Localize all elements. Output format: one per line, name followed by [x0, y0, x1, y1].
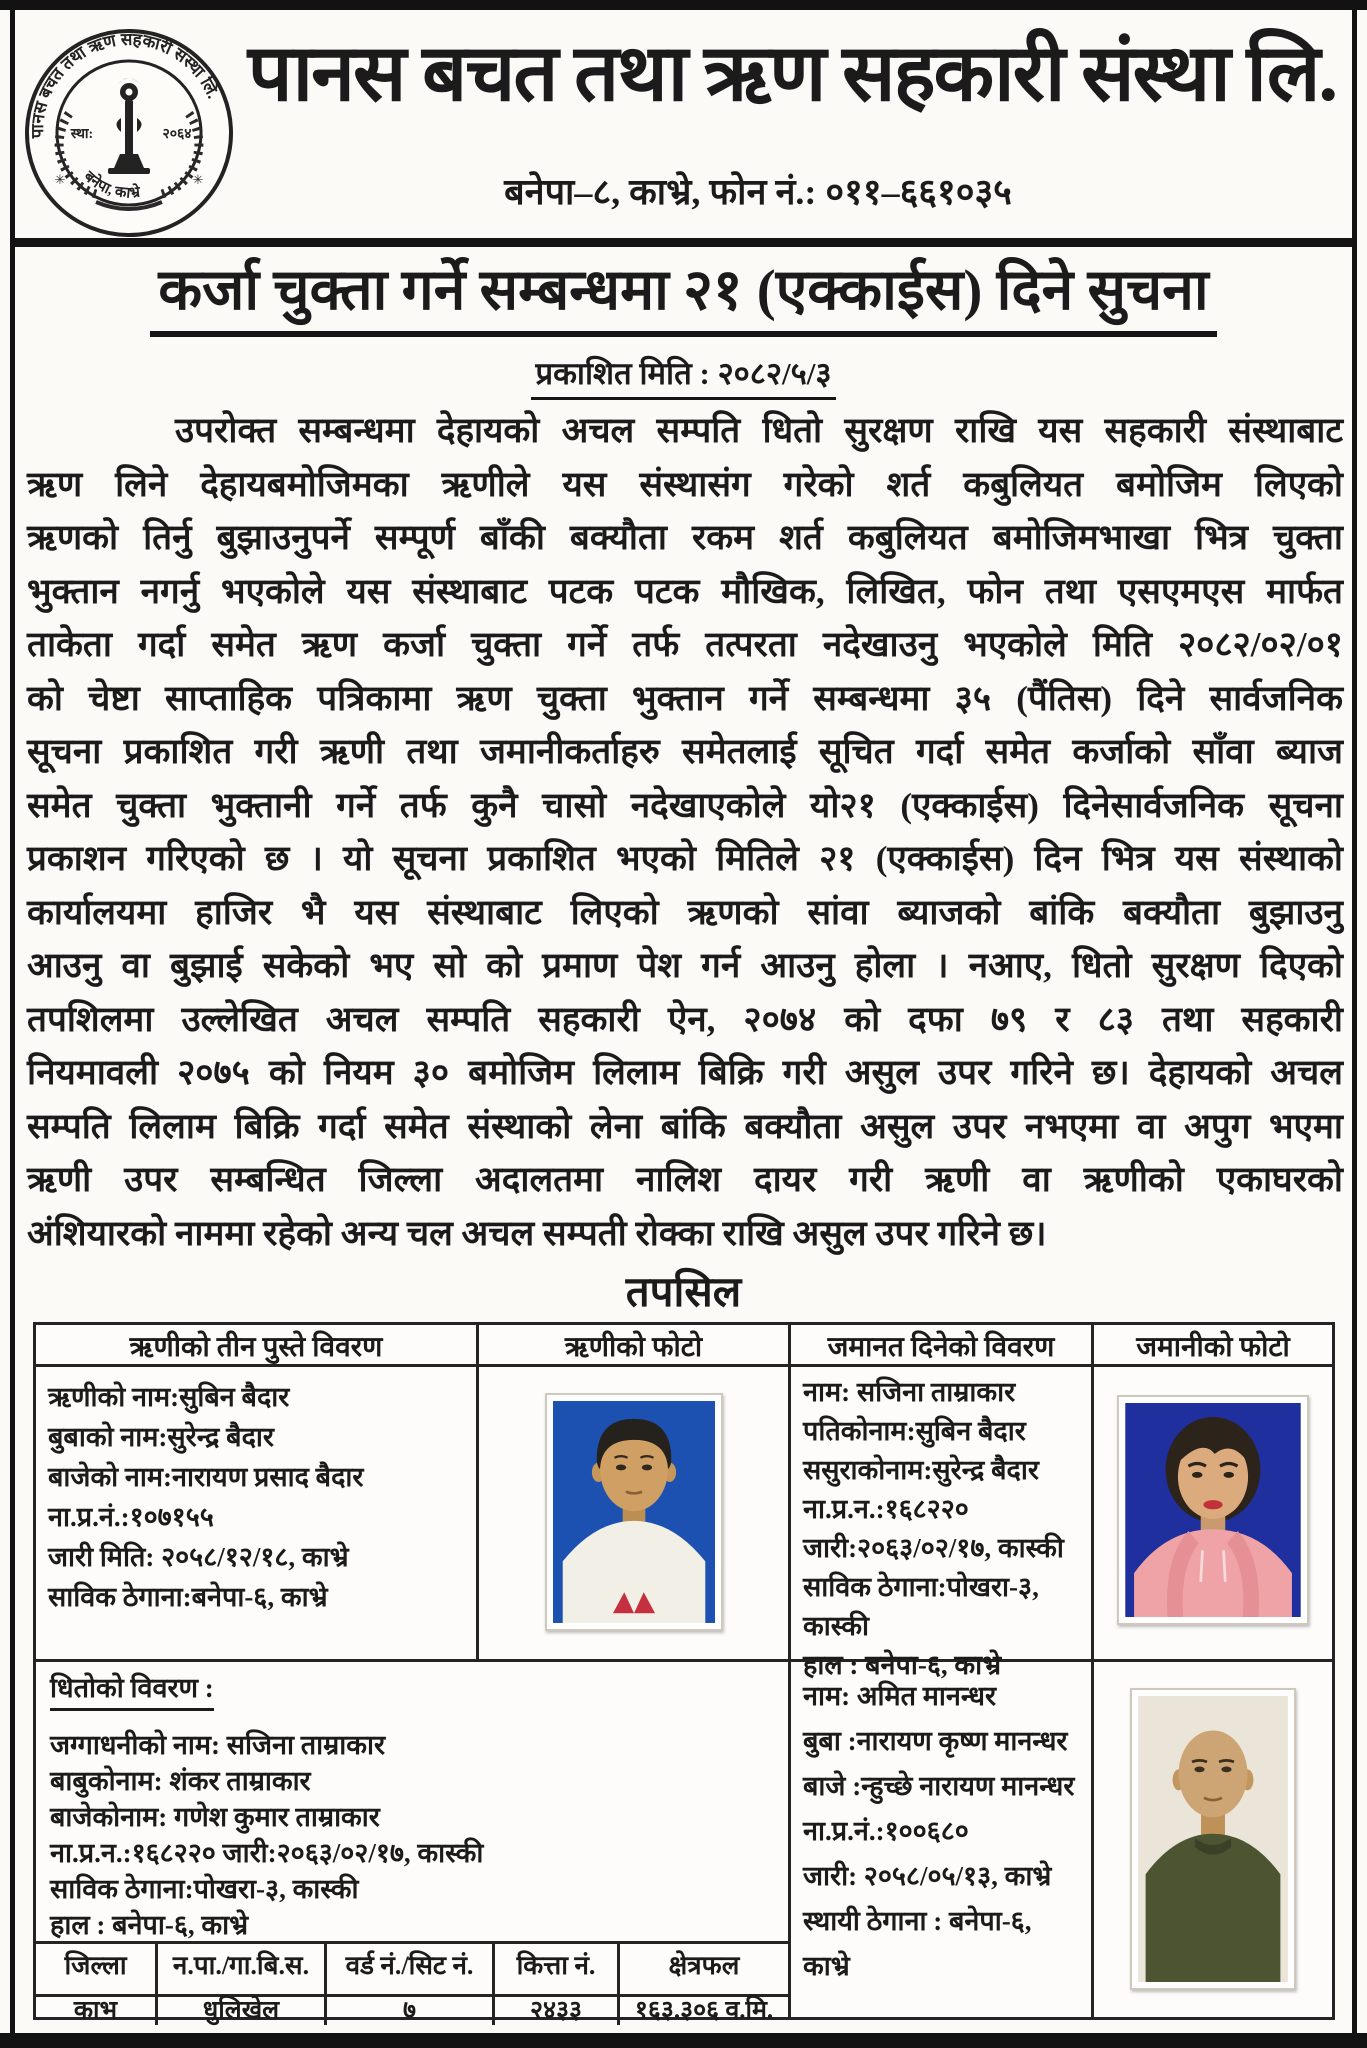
landowner-name: जग्गाधनीको नाम: सजिना ताम्राकार: [50, 1730, 386, 1760]
borrower-issue-date: जारी मिति: २०५८/१२/१८, काभ्रे: [48, 1542, 349, 1572]
column-header-guarantor-details: जमानत दिनेको विवरण: [791, 1325, 1094, 1364]
cooperative-seal-logo: [22, 26, 236, 240]
borrower-father-name: बुबाको नाम:सुरेन्द्र बैदार: [48, 1422, 274, 1452]
seal-estd-label: स्था:: [70, 127, 94, 142]
guarantor1-citizenship-no: ना.प्र.न.:१६८२२०: [803, 1494, 969, 1524]
land-value-ward: ७: [327, 1997, 495, 2025]
notice-title-text: कर्जा चुक्ता गर्ने सम्बन्धमा २१ (एक्काईस) दिने सुचना: [150, 260, 1216, 337]
guarantor2-permanent-address: स्थायी ठेगाना : बनेपा-६, काभ्रे: [803, 1906, 1032, 1981]
organization-address: बनेपा–८, काभ्रे, फोन नं.: ०११–६६१०३५: [504, 172, 1012, 212]
published-date-text: प्रकाशित मिति : २०८२/५/३: [531, 352, 835, 400]
seal-bottom-text: बनेपा, काभ्रे: [80, 168, 141, 202]
guarantor1-details-cell: [791, 1367, 1094, 1680]
seal-estd-year: २०६४: [162, 127, 192, 142]
land-header-ward: वर्ड नं./सिट नं.: [327, 1944, 495, 1994]
bottom-border-bar: [0, 2033, 1367, 2048]
landowner-current-address: हाल : बनेपा-६, काभ्रे: [50, 1910, 249, 1940]
guarantor2-portrait-icon: [1138, 1696, 1288, 1982]
body-line: ऋणको तिर्नु बुझाउनुपर्ने सम्पूर्ण बाँकी बक्यौता रकम शर्त कबुलियत बमोजिमभाखा भित्र चुक्ता: [27, 518, 1343, 557]
guarantor2-issue-date: जारी: २०५८/०५/१३, काभ्रे: [803, 1861, 1052, 1891]
borrower-photo: [545, 1393, 723, 1631]
land-value-district: काभ: [36, 1997, 158, 2025]
guarantor1-husband-name: पतिकोनाम:सुबिन बैदार: [803, 1416, 1026, 1446]
land-table-header-row: [36, 1944, 788, 1997]
guarantor2-details-cell: [791, 1662, 1094, 2017]
land-value-municipality: धुलिखेल: [158, 1997, 327, 2025]
collateral-details-cell: [36, 1662, 788, 1941]
body-line: ऋण लिने देहायबमोजिमका ऋणीले यस संस्थासंग गरेको शर्त कबुलियत बमोजिम लिएको: [27, 464, 1343, 504]
table-row: [36, 1367, 1332, 1680]
guarantor1-former-address: साविक ठेगाना:पोखरा-३, कास्की: [803, 1572, 1039, 1641]
guarantor2-citizenship-no: ना.प्र.नं.:१००६८०: [803, 1816, 969, 1846]
land-header-area: क्षेत्रफल: [668, 1951, 740, 1980]
tapasil-heading-text: तपसिल: [620, 1262, 748, 1326]
borrower-grandfather-name: बाजेको नाम:नारायण प्रसाद बैदार: [48, 1462, 364, 1492]
body-line: नियमावली २०७५ को नियम ३० बमोजिम लिलाम बिक्रि गरी असुल उपर गरिने छ। देहायको अचल: [27, 1053, 1343, 1092]
seal-star-left-icon: ✳: [54, 172, 66, 187]
body-line: तपशिलमा उल्लेखित अचल सम्पति सहकारी ऐन, २०७४ को दफा ७९ र ८३ तथा सहकारी: [27, 999, 1343, 1039]
guarantor2-grandfather-name: बाजे :न्हुच्छे नारायण मानन्धर: [803, 1771, 1075, 1801]
borrower-citizenship-no: ना.प्र.नं.:१०७१५५: [48, 1502, 214, 1532]
guarantor1-current-address: हाल : बनेपा-६, काभ्रे: [803, 1650, 1002, 1680]
land-table-value-row: [36, 1997, 788, 2025]
borrower-name: ऋणीको नाम:सुबिन बैदार: [48, 1382, 290, 1412]
borrower-portrait-icon: [553, 1401, 715, 1623]
guarantor1-portrait-icon: [1125, 1403, 1301, 1617]
body-line: समेत चुक्ता भुक्तानी गर्ने तर्फ कुनै चासो नदेखाएकोले यो२१ (एक्काईस) दिनेसार्वजनिक सूचना: [27, 785, 1343, 825]
seal-icon: [22, 26, 236, 240]
notice-title: [0, 260, 1367, 337]
column-header-guarantor-photo: जमानीको फोटो: [1136, 1332, 1290, 1363]
guarantor2-name: नाम: अमित मानन्धर: [803, 1681, 997, 1711]
body-line: को चेष्टा साप्ताहिक पत्रिकामा ऋण चुक्ता भुक्तान गर्ने सम्बन्धमा ३५ (पैंतिस) दिने सार्वजनिक: [27, 678, 1343, 718]
organization-name: पानस बचत तथा ऋण सहकारी संस्था लि.: [247, 31, 1337, 118]
body-line: ताकेता गर्दा समेत ऋण कर्जा चुक्ता गर्ने तर्फ तत्परता नदेखाउनु भएकोले मिति २०८२/०२/०१: [27, 625, 1343, 664]
guarantor1-name: नाम: सजिना ताम्राकार: [803, 1377, 1016, 1407]
body-line: सम्पति लिलाम बिक्रि गर्दा समेत संस्थाको लेना बांकि बक्यौता असुल उपर नभएमा वा अपुग भएमा: [27, 1106, 1343, 1146]
landowner-former-address: साविक ठेगाना:पोखरा-३, कास्की: [50, 1874, 359, 1904]
landowner-grandfather-name: बाजेकोनाम: गणेश कुमार ताम्राकार: [50, 1802, 380, 1832]
body-line: सूचना प्रकाशित गरी ऋणी तथा जमानीकर्ताहरु समेतलाई सूचित गर्दा समेत कर्जाको साँवा ब्याज: [27, 732, 1343, 771]
body-line: ऋणी उपर सम्बन्धित जिल्ला अदालतमा नालिश दायर गरी ऋणी वा ऋणीको एकाघरको: [27, 1160, 1343, 1199]
top-border-bar: [0, 0, 1367, 10]
body-line: भुक्तान नगर्नु भएकोले यस संस्थाबाट पटक पटक मौखिक, लिखित, फोन तथा एसएमएस मार्फत: [27, 571, 1343, 611]
land-value-area: १६३.३०६ व.मि.: [634, 1997, 774, 2024]
guarantor1-fatherinlaw-name: ससुराकोनाम:सुरेन्द्र बैदार: [803, 1455, 1039, 1485]
land-header-district: जिल्ला: [36, 1944, 158, 1994]
body-line: अंशियारको नाममा रहेको अन्य चल अचल सम्पती रोक्का राखि असुल उपर गरिने छ।: [27, 1213, 1047, 1253]
land-parcel-table: [36, 1941, 788, 2025]
collateral-and-land-section: [36, 1662, 791, 2024]
notice-body: [27, 404, 1343, 1260]
landowner-father-name: बाबुकोनाम: शंकर ताम्राकार: [50, 1766, 311, 1796]
land-header-plot-no: कित्ता नं.: [495, 1944, 620, 1994]
details-table: [33, 1322, 1335, 2024]
land-value-plot-no: २४३३: [495, 1997, 620, 2025]
column-header-borrower-details: ऋणीको तीन पुस्ते विवरण: [36, 1325, 479, 1364]
table-row: [36, 1662, 1332, 2024]
guarantor1-photo: [1117, 1395, 1309, 1625]
seal-ring-text: पानस बचत तथा ऋण सहकारी संस्था लि.: [27, 29, 224, 139]
table-header-row: [36, 1325, 1332, 1367]
borrower-details-cell: [36, 1367, 479, 1659]
landowner-citizenship: ना.प्र.न.:१६८२२० जारी:२०६३/०२/१७, कास्की: [50, 1838, 484, 1868]
seal-star-right-icon: ✳: [192, 172, 204, 187]
body-line: आउनु वा बुझाई सकेको भए सो को प्रमाण पेश गर्न आउनु होला । नआए, धितो सुरक्षण दिएको: [27, 946, 1343, 985]
guarantor2-photo: [1130, 1688, 1296, 1990]
collateral-heading: धितोको विवरण :: [50, 1670, 214, 1711]
guarantor2-father-name: बुबा :नारायण कृष्ण मानन्धर: [803, 1726, 1068, 1756]
header-divider: [15, 238, 1352, 247]
land-header-municipality: न.पा./गा.बि.स.: [158, 1944, 327, 1994]
guarantor2-photo-cell: [1094, 1662, 1332, 2017]
tapasil-heading: [0, 1262, 1367, 1326]
borrower-photo-cell: [479, 1367, 791, 1659]
body-line: प्रकाशन गरिएको छ । यो सूचना प्रकाशित भएको मितिले २१ (एक्काईस) दिन भित्र यस संस्थाको: [27, 839, 1343, 878]
guarantor1-issue-date: जारी:२०६३/०२/१७, कास्की: [803, 1533, 1064, 1563]
body-line: उपरोक्त सम्बन्धमा देहायको अचल सम्पति धितो सुरक्षण राखि यस सहकारी संस्थाबाट: [175, 411, 1343, 450]
guarantor1-photo-cell: [1094, 1367, 1332, 1659]
borrower-address: साविक ठेगाना:बनेपा-६, काभ्रे: [48, 1582, 328, 1612]
column-header-borrower-photo: ऋणीको फोटो: [479, 1325, 791, 1364]
published-date: [0, 352, 1367, 400]
body-line: कार्यालयमा हाजिर भै यस संस्थाबाट लिएको ऋणको सांवा ब्याजको बांकि बक्यौता बुझाउनु: [27, 892, 1343, 932]
